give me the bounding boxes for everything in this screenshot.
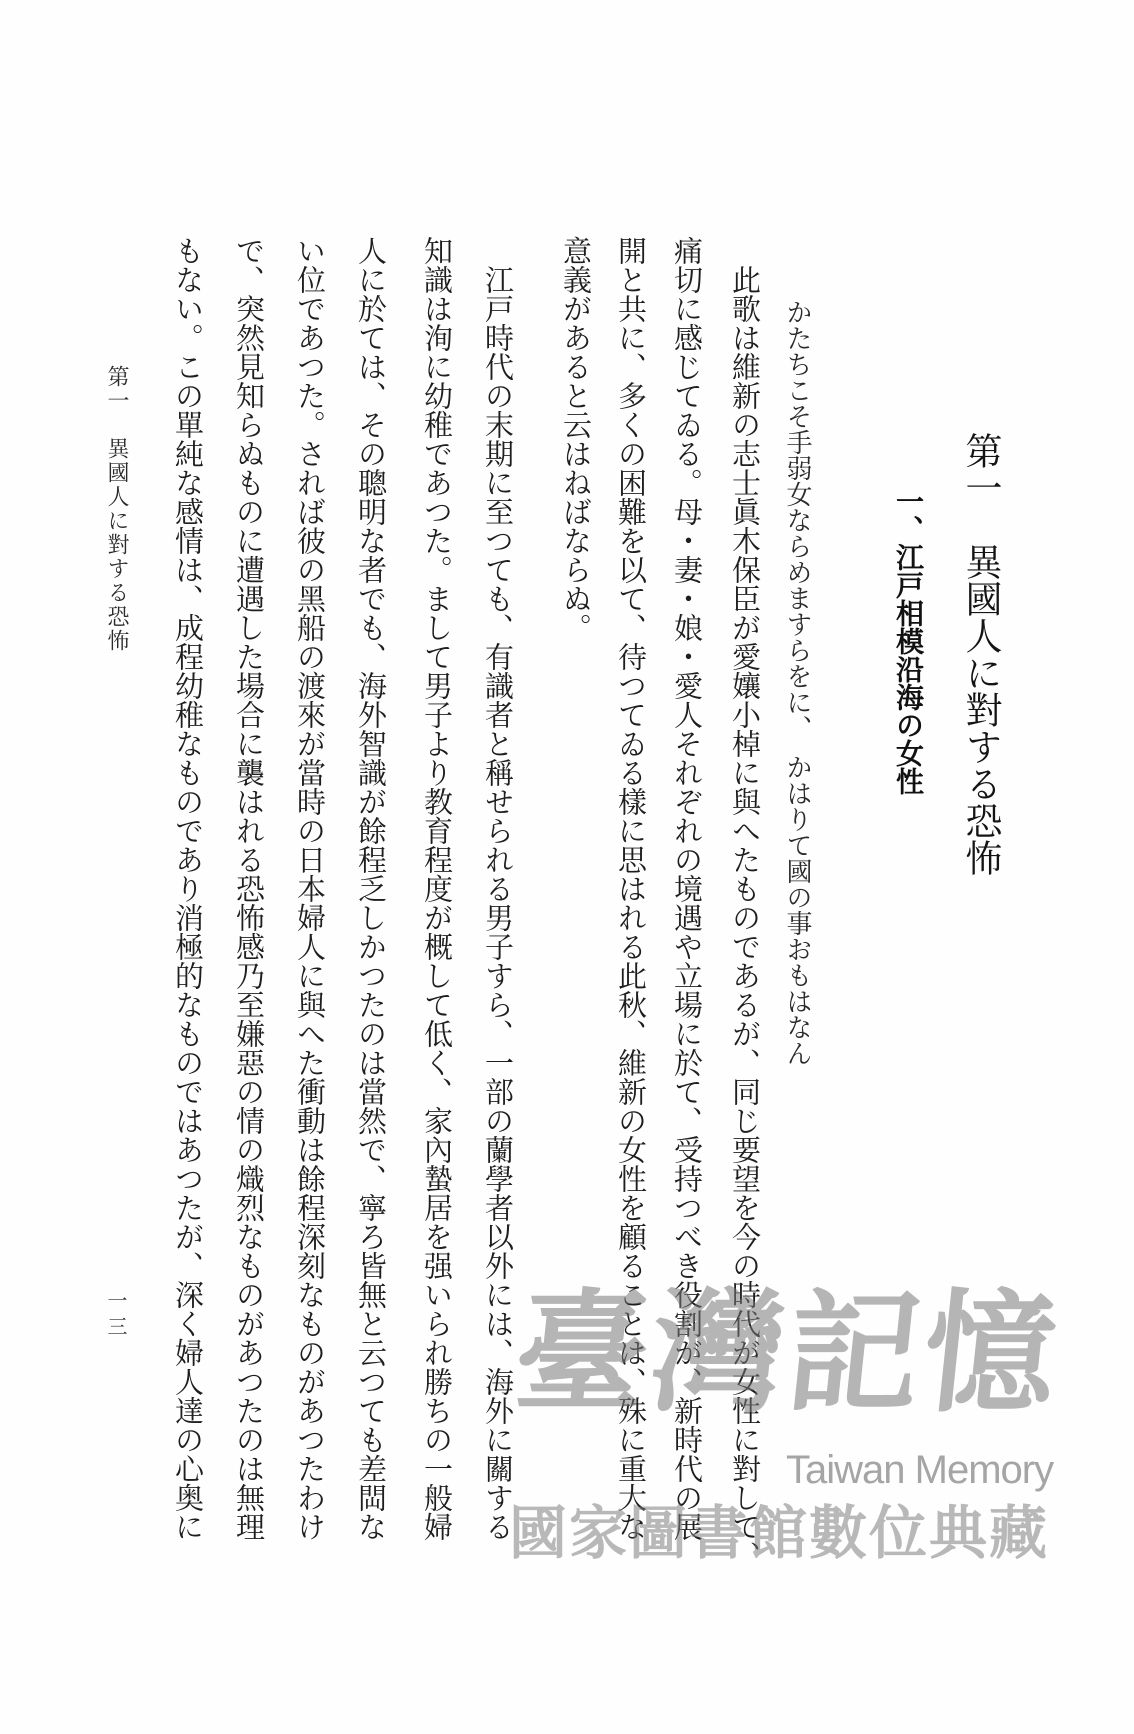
- text-line: 知識は洵に幼稚であつた。まして男子より教育程度が概して低く、家內蟄居を强いられ勝ちの一般婦: [420, 236, 454, 1541]
- section-title: 一、江戸相模沿海の女性: [892, 487, 925, 795]
- running-footer-title: 第一 異國人に對する恐怖: [104, 365, 129, 653]
- watermark-english-text: Taiwan Memory: [786, 1448, 1054, 1492]
- text-line: で、突然見知らぬものに遭遇した場合に襲はれる恐怖感乃至嫌惡の情の熾烈なものがあつたのは無理: [232, 236, 266, 1541]
- watermark-logo: 臺灣記憶: [507, 1276, 1069, 1431]
- epigraph-poem: かたちこそ手弱女ならめますらをに、 かはりて國の事おもはなん: [782, 299, 812, 1066]
- text-line: 此歌は維新の志士眞木保臣が愛孃小棹に與へたものであるが、同じ要望を今の時代が女性に對して、: [728, 265, 762, 1570]
- text-line: 痛切に感じてゐる。母・妻・娘・愛人それぞれの境遇や立場に於て、受持つべき役割が、新時代の展: [670, 236, 704, 1541]
- page-number: 一三: [104, 1290, 128, 1342]
- text-line: もない。この單純な感情は、成程幼稚なものであり消極的なものではあつたが、深く婦人達の心奥に: [171, 236, 205, 1541]
- chapter-title: 第一 異國人に對する恐怖: [959, 432, 1002, 876]
- text-line: 意義があると云はねばならぬ。: [559, 236, 593, 642]
- text-line: い位であつた。されば彼の黑船の渡來が當時の日本婦人に與へた衝動は餘程深刻なものがあつたわけ: [293, 236, 327, 1541]
- text-line: 人に於ては、その聰明な者でも、海外智識が餘程乏しかつたのは當然で、寧ろ皆無と云つても差閊な: [354, 236, 388, 1541]
- text-line: 江戸時代の末期に至つても、有識者と稱せられる男子すら、一部の蘭學者以外には、海外に關する: [481, 265, 515, 1541]
- watermark-institution-text: 國家圖書館數位典藏: [509, 1499, 1050, 1567]
- text-line: 開と共に、多くの困難を以て、待つてゐる樣に思はれる此秋、維新の女性を顧ることは、殊に重大な: [614, 236, 648, 1541]
